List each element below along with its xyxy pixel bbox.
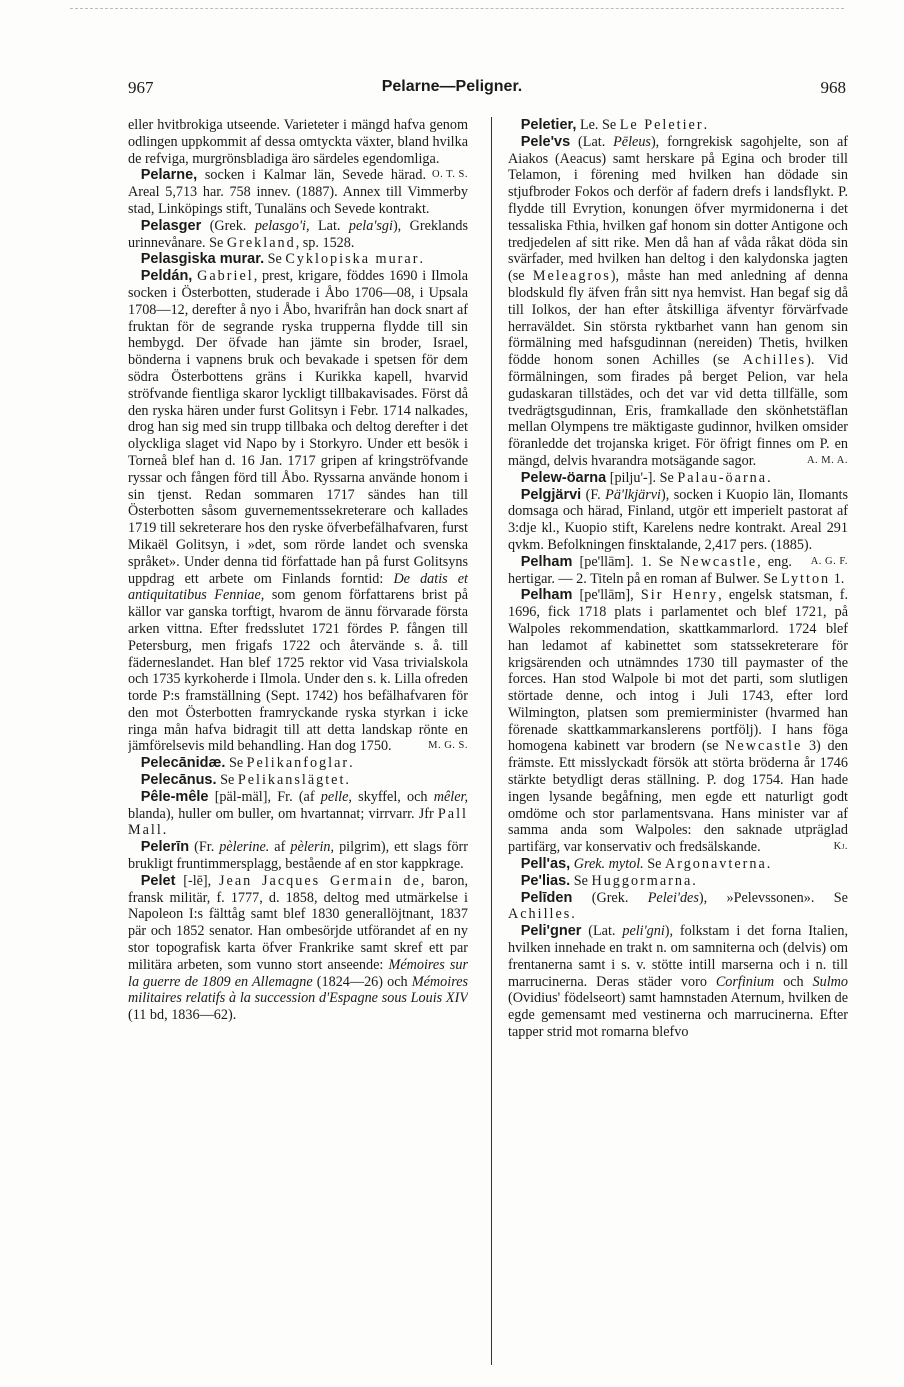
headword: Pell'as, (520, 856, 571, 873)
cross-reference: Argonavterna (665, 856, 767, 873)
author-signature: A. G. F. (810, 555, 848, 567)
entry-text: (Lat. (570, 133, 614, 150)
dictionary-entry (128, 839, 468, 873)
dictionary-entry (128, 268, 468, 755)
entry-text: ), folkstam i det forna Italien, hvilken innehade en trakt n. om samniterna och (delvis) om frentanerna samt i s. v. stötte intill marserna och i n. till marrucinerna. Deras städer voro (508, 923, 848, 990)
cross-reference: Huggormarna (591, 872, 693, 889)
italic-text: pela'sgi (348, 217, 393, 234)
dictionary-entry (128, 218, 468, 252)
entry-text: pilgrim), ett slags förr brukligt fruntimmersplagg, bestående af en stor kappkrage. (128, 839, 468, 873)
entry-text: [pilju'-]. Se (606, 469, 678, 486)
entry-text: , eng. hertigar. — 2. Titeln på en roman af Bulwer. Se (508, 553, 792, 587)
entry-text: [-lē], (175, 872, 220, 889)
dictionary-entry (508, 134, 848, 470)
entry-text: . (703, 117, 708, 133)
dictionary-entry (508, 856, 848, 873)
headword: Pelerīn (140, 839, 190, 856)
entry-text: . (419, 251, 423, 268)
italic-text: Mémoires militaires relatifs à la succession d'Espagne sous Louis XIV (128, 973, 468, 1007)
italic-text: Grek. mytol. (573, 856, 644, 873)
italic-text: peli'gni (622, 923, 665, 940)
dictionary-entry (128, 789, 468, 839)
cross-reference: Grekland (226, 234, 296, 251)
headword: Pelham (520, 587, 573, 604)
headword: Pelet (140, 872, 176, 889)
entry-text: (Ovidius' födelseort) samt hamnstaden Aternum, hvilken de egde gemensamt med vestinerna och marrucinerna. Efter tapper strid mot romarna blefvo (508, 990, 848, 1041)
italic-text: Pēleus (613, 133, 651, 150)
entry-text: (Grek. (201, 217, 255, 234)
entry-text: skyffel, och (351, 788, 434, 805)
cross-reference: Palau-öarna (677, 469, 768, 486)
entry-text: [pe'llām]. 1. Se (572, 553, 681, 570)
cross-reference: Le Peletier (619, 117, 704, 133)
entry-text: [päl-mäl], Fr. (af (208, 788, 321, 805)
entry-text: (11 bd, 1836—62). (128, 1007, 237, 1024)
headword: Pelasger (140, 217, 202, 234)
cross-reference: Newcastle (680, 553, 758, 570)
entry-text: Se (225, 755, 247, 772)
cross-reference: Sir Henry (640, 587, 719, 604)
page-number-left: 967 (128, 78, 154, 97)
cross-reference: Pelikanfoglar (246, 755, 350, 772)
headword: Pelew-öarna (520, 469, 607, 486)
entry-text: blanda), huller om buller, om hvartannat; virrvarr. Jfr (128, 805, 438, 822)
entry-text: , engelsk statsman, f. 1696, fick 1718 plats i parlamentet och blef 1721, på Walpoles rekommendation, skattkammarlord. 1724 blef han ledamot af kabinettet som statssekreterare för krigsärenden och utnämndes 1730 till paymaster of the forces. Han stod Walpole bi mot det parti, som slutligen störtade denne, och intog i Juli 1743, efter lord Wilmington, platsen som premierminister (hvarmed han förenade skattkammarkanslerens portfölj). I hans föga homogena kabinett var brodern (se (508, 587, 848, 755)
dictionary-entry (128, 251, 468, 268)
headword: Pe'lias. (520, 872, 571, 889)
cross-reference: Jean Jacques Germain de (219, 872, 421, 889)
column-divider (491, 117, 492, 1365)
entry-text: (1824—26) och (312, 973, 412, 990)
dictionary-entry (508, 873, 848, 890)
entry-text: (Fr. (189, 839, 220, 856)
entry-text: socken i Kalmar län, Sevede härad. Areal 5,713 har. 758 innev. (1887). Annex till Vimmerby stad, Linköpings stift, Tunaläns och Sevede kontrakt. (128, 167, 468, 217)
entry-text: 1. (830, 570, 845, 587)
italic-text: pèlerine. (219, 839, 270, 856)
cross-reference: Achilles (508, 906, 572, 923)
entry-text: Se (216, 772, 238, 789)
headword: Peli'gner (520, 923, 582, 940)
dictionary-entry (508, 117, 848, 134)
italic-text: Sulmo (812, 973, 848, 990)
headword: Pelecānidæ. (140, 755, 226, 772)
entry-text: 3) den främste. Ett misslyckadt försök att störta bröderna år 1746 stärkte betydligt deras ställning. P. dog 1754. Han hade ingen lysande begåfning, men egde ett naturligt godt omdöme och stor parlamentsvana. Hans minister var af samma anda som Walpoles: den saknade utpräglad partifärg, var konservativ och fredsälskande. (508, 738, 848, 856)
cross-reference: Cyklopiska murar (285, 251, 420, 268)
entry-text: [pe'llām], (572, 587, 641, 604)
page-number-right: 968 (820, 78, 846, 97)
dictionary-entry (508, 587, 848, 856)
running-title: Pelarne—Peligner. (381, 78, 523, 95)
entry-text: , prest, krigare, föddes 1690 i Ilmola socken i Österbotten, studerade i Åbo 1706—08, i Upsala 1708—12, derefter å nyo i Åbo, hvarifrån han dock snart af fruktan för de segrande ryska trupperna flydde till sin hembygd. Der öfvade han jämte sin broder, Israel, bönderna i vapnens bruk och bevakade i spetsen för dem södra Österbottens gräns i Kurikka kapell, hvarvid ströfvande fientliga skaror lyckligt tillbakavisades. Först då den ryska hären under furst Golitsyn i Febr. 1714 nalkades, drog han sig med sin trupp tillbaka och deltog derefter i det olyckliga slaget vid Napo by i Storkyro. Under ett besök i Torneå blef han d. 16 Jan. 1717 gripen af kringströfvande ryssar och fången förd till Åbo. Ryssarna använde honom i sin tjenst. Redan sommaren 1717 sändes han till Österbotten såsom guvernementssekreterare och kallades 1719 till sekreterare hos den ryske öfverbefälhafvaren, furst Mikaël Golitsyn, i »det, som rörde landet och svenska språket». Under denna tid författade han på furst Golitsyns uppdrag ett arbete om Finlands forntid: (128, 268, 468, 587)
headword: Pelīden (520, 889, 573, 906)
entry-text: , sp. 1528. (295, 234, 355, 251)
entry-text: som genom författarens brist på källor var ganska torftigt, hvarom de ännu förvarade första arken vittna. Efter fredsslutet 1721 fördes P. fången till Petersburg, men frigafs 1722 och återvände s. å. till fäderneslandet. Han blef 1725 rektor vid Vasa trivialskola och 1735 kyrkoherde i Ilmola. Under den s. k. Lilla ofreden torde P:s framställning (Sept. 1742) hos befälhafvaren för den mot Österbotten framryckande ryska styrkan i icke ringa mån hafva bidragit till att detta landskap rönte en jämförelsevis mild behandling. Han dog 1750. (128, 587, 468, 755)
entry-text: . (162, 822, 167, 839)
cross-reference: Pall Mall (128, 805, 468, 839)
entry-text: och (774, 973, 813, 990)
headword: Pelecānus. (140, 772, 217, 789)
entry-text: . (692, 872, 696, 889)
headword: Pelasgiska murar. (140, 251, 265, 268)
left-column (128, 117, 468, 1375)
italic-text: Pelei'des (647, 889, 699, 906)
headword: Peldán, (140, 268, 193, 285)
dictionary-entry (508, 470, 848, 487)
entry-text: Se (643, 856, 665, 873)
dictionary-entry (128, 167, 468, 217)
headword: Pelham (520, 553, 573, 570)
entry-text: af (269, 839, 291, 856)
entry-text: ). Vid förmälningen, som firades på berget Pelion, var hela gudaskaran tillstädes, och det var vid detta tillfälle, som tvedrägtsgudinnan, Eris, framkallade den skönhetstäflan mellan Olympens tre mäktigaste gudinnor, hvilken omsider föranledde det trojanska kriget. För öfrigt finnes om P. en mängd, delvis hvarandra motsägande sagor. (508, 352, 848, 469)
entry-text: eller hvitbrokiga utseende. Varieteter i mängd hafva genom odlingen uppkommit af dessa omtyckta växter, bland hvilka de refviga, murgrönsbladiga äro särdeles egendomliga. (128, 117, 468, 167)
italic-text: Corfinium (715, 973, 775, 990)
author-signature: A. M. A. (806, 454, 848, 466)
dictionary-entry (128, 873, 468, 1024)
entry-text: ), måste han med anledning af denna blodskuld fly äfven från sitt nya hemvist. Han begaf sig då till Iolkos, der han efter åtskilliga äfventyr förvärfvade herraväldet. Sin största ryktbarhet vann han genom sin förmälning med hafsgudinnan (nereiden) Thetis, hvilken födde honom sonen Achilles (se (508, 268, 848, 369)
entry-text: . (766, 856, 771, 873)
entry-text: . (767, 469, 771, 486)
entry-text: Le. Se (576, 117, 620, 133)
entry-text: . (571, 906, 575, 923)
italic-text: Pä'lkjärvi (605, 486, 662, 503)
entry-text: (F. (581, 486, 606, 503)
dictionary-entry (508, 923, 848, 1041)
headword: Peletier, (520, 117, 577, 133)
entry-text: (Grek. (572, 889, 648, 906)
entry-text: Se (570, 872, 592, 889)
entry-text: . (349, 755, 353, 772)
entry-text: , baron, fransk militär, f. 1777, d. 1858, deltog med utmärkelse i Napoleon I:s fälttåg samt blef 1830 generallöjtnant, 1837 pär och 1852 senator. Han ombesörjde utförandet af en ny stor topografisk karta öfver Frankrike samt skref ett par militära arbeten, som vunno stort anseende: (128, 872, 468, 973)
italic-text: pelasgo'i, (254, 217, 310, 234)
entry-text: ), forngrekisk sagohjelte, son af Aiakos (Aeacus) samt herskare på Egina och broder till Telamon, i förening med hvilken han dödade sin stjufbroder Fokos och derför af fadern drefs i landsflykt. P. flydde till Evrytion, konungen öfver myrmidonerna i det tessaliska Fthia, hvilken gaf honom sin dotter Antigone och tredjedelen af sitt rike. Men då han af våda råkat döda sin svärfader, med hvilken han deltog i den kalydonska jagten (se (508, 133, 848, 285)
entry-text: Lat. (309, 217, 349, 234)
cross-reference: Newcastle (725, 738, 803, 755)
italic-text: De datis et antiquitatibus Fenniae, (128, 570, 468, 604)
headword: Pelarne, (140, 167, 198, 184)
entry-text: ), socken i Kuopio län, Ilomants domsaga och härad, Finland, utgör ett imperielt pastorat af 3:dje kl., Kuopio stift, Karelens nedre kontrakt. Areal 291 qvkm. Befolkningen finsktalande, 2,417 pers. (1885). (508, 486, 848, 553)
headword: Pêle-mêle (140, 788, 209, 805)
author-signature: O. T. S. (432, 169, 468, 181)
cross-reference: Meleagros (532, 268, 611, 285)
cross-reference: Achilles (742, 352, 807, 369)
author-signature: Kj. (833, 841, 848, 853)
italic-text: pelle, (320, 788, 352, 805)
cross-reference: Lytton (781, 570, 831, 587)
dictionary-entry (128, 772, 468, 789)
dictionary-entry (508, 890, 848, 924)
headword: Pele'vs (520, 133, 571, 150)
entry-text: Se (264, 251, 286, 268)
page-header (0, 78, 904, 102)
italic-text: pèlerin, (290, 839, 335, 856)
author-signature: M. G. S. (428, 740, 468, 752)
entry-text: (Lat. (581, 923, 623, 940)
right-column (508, 117, 848, 1375)
headword: Pelgjärvi (520, 486, 582, 503)
cross-reference: Pelikanslägtet (237, 772, 346, 789)
cross-reference: Gabriel (197, 268, 254, 285)
entry-text: ), Greklands urinnevånare. Se (128, 217, 468, 251)
italic-text: Mémoires sur la guerre de 1809 en Allemagne (128, 956, 468, 990)
entry-text: . (345, 772, 349, 789)
italic-text: mêler, (433, 788, 468, 805)
dictionary-entry (128, 755, 468, 772)
scan-top-edge (70, 8, 844, 9)
entry-text: ), »Pelevssonen». Se (698, 889, 848, 906)
